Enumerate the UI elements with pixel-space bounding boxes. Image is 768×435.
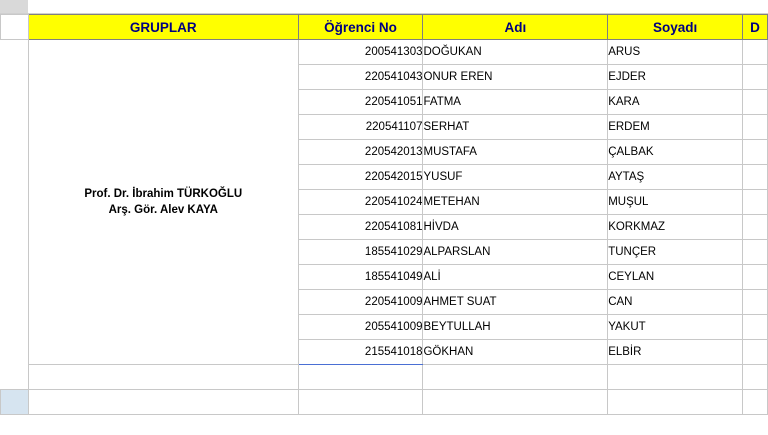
row-gutter-cell [1, 215, 29, 240]
empty-row[interactable] [1, 390, 768, 415]
cell-first-name[interactable]: SERHAT [423, 115, 608, 140]
row-gutter-cell [1, 390, 29, 415]
cell-student-number[interactable]: 215541018 [298, 340, 423, 365]
empty-cell[interactable] [608, 365, 743, 390]
cell-student-number[interactable]: 200541303 [298, 40, 423, 65]
cell-first-name[interactable]: MUSTAFA [423, 140, 608, 165]
column-header-soyad[interactable]: Soyadı [608, 15, 743, 40]
cell-student-number[interactable]: 220541009 [298, 290, 423, 315]
empty-cell[interactable] [423, 390, 608, 415]
column-header-ad[interactable]: Adı [423, 15, 608, 40]
cell-student-number[interactable]: 185541029 [298, 240, 423, 265]
empty-cell[interactable] [28, 390, 298, 415]
empty-cell[interactable] [742, 390, 767, 415]
empty-cell[interactable] [298, 365, 423, 390]
cell-first-name[interactable]: YUSUF [423, 165, 608, 190]
column-header-group[interactable]: GRUPLAR [28, 15, 298, 40]
row-gutter-cell [1, 90, 29, 115]
cell-first-name[interactable]: BEYTULLAH [423, 315, 608, 340]
cell-last-name[interactable]: EJDER [608, 65, 743, 90]
cell-student-number[interactable]: 220541051 [298, 90, 423, 115]
student-group-table [0, 14, 768, 415]
row-gutter-cell [1, 290, 29, 315]
row-gutter-cell [1, 365, 29, 390]
cell-first-name[interactable]: FATMA [423, 90, 608, 115]
cell-d-column[interactable] [742, 240, 767, 265]
corner-cell [0, 0, 28, 13]
cell-last-name[interactable]: TUNÇER [608, 240, 743, 265]
cell-student-number[interactable]: 220541024 [298, 190, 423, 215]
cell-d-column[interactable] [742, 315, 767, 340]
cell-last-name[interactable]: AYTAŞ [608, 165, 743, 190]
cell-last-name[interactable]: MUŞUL [608, 190, 743, 215]
row-gutter-cell [1, 40, 29, 65]
row-gutter-cell [1, 265, 29, 290]
cell-student-number[interactable]: 220541081 [298, 215, 423, 240]
cell-d-column[interactable] [742, 190, 767, 215]
cell-last-name[interactable]: CEYLAN [608, 265, 743, 290]
cell-d-column[interactable] [742, 90, 767, 115]
table-header-row [1, 15, 768, 40]
row-gutter-cell [1, 315, 29, 340]
cell-d-column[interactable] [742, 265, 767, 290]
cell-first-name[interactable]: AHMET SUAT [423, 290, 608, 315]
row-gutter-cell [1, 65, 29, 90]
cell-last-name[interactable]: KORKMAZ [608, 215, 743, 240]
empty-cell[interactable] [423, 365, 608, 390]
row-gutter-cell [1, 240, 29, 265]
cell-first-name[interactable]: ALİ [423, 265, 608, 290]
column-header-d[interactable]: D [742, 15, 767, 40]
cell-d-column[interactable] [742, 215, 767, 240]
empty-cell[interactable] [742, 365, 767, 390]
cell-first-name[interactable]: ALPARSLAN [423, 240, 608, 265]
row-gutter-cell [1, 140, 29, 165]
row-gutter-cell [1, 115, 29, 140]
cell-student-number[interactable]: 220542015 [298, 165, 423, 190]
cell-last-name[interactable]: ELBİR [608, 340, 743, 365]
cell-last-name[interactable]: YAKUT [608, 315, 743, 340]
cell-first-name[interactable]: DOĞUKAN [423, 40, 608, 65]
cell-d-column[interactable] [742, 165, 767, 190]
empty-row[interactable] [1, 365, 768, 390]
row-gutter-cell [1, 340, 29, 365]
cell-student-number[interactable]: 205541009 [298, 315, 423, 340]
cell-last-name[interactable]: KARA [608, 90, 743, 115]
cell-d-column[interactable] [742, 290, 767, 315]
empty-cell[interactable] [28, 365, 298, 390]
group-name-cell[interactable] [28, 40, 298, 365]
cell-first-name[interactable]: ONUR EREN [423, 65, 608, 90]
group-instructor-line-1: Prof. Dr. İbrahim TÜRKOĞLU [84, 188, 243, 200]
cell-first-name[interactable]: GÖKHAN [423, 340, 608, 365]
row-gutter-cell [1, 190, 29, 215]
cell-first-name[interactable]: HİVDA [423, 215, 608, 240]
table-row[interactable] [1, 40, 768, 65]
cell-d-column[interactable] [742, 65, 767, 90]
cell-d-column[interactable] [742, 115, 767, 140]
cell-last-name[interactable]: ÇALBAK [608, 140, 743, 165]
cell-d-column[interactable] [742, 340, 767, 365]
cell-student-number[interactable]: 220541107 [298, 115, 423, 140]
cell-d-column[interactable] [742, 140, 767, 165]
cell-student-number[interactable]: 220541043 [298, 65, 423, 90]
cell-first-name[interactable]: METEHAN [423, 190, 608, 215]
cell-last-name[interactable]: CAN [608, 290, 743, 315]
empty-cell[interactable] [608, 390, 743, 415]
top-row-strip [0, 0, 768, 14]
cell-last-name[interactable]: ERDEM [608, 115, 743, 140]
row-gutter-cell [1, 165, 29, 190]
cell-last-name[interactable]: ARUS [608, 40, 743, 65]
row-gutter-cell [1, 15, 29, 40]
group-instructor-line-2: Arş. Gör. Alev KAYA [108, 204, 218, 216]
empty-cell[interactable] [298, 390, 423, 415]
cell-d-column[interactable] [742, 40, 767, 65]
column-header-no[interactable]: Öğrenci No [298, 15, 423, 40]
cell-student-number[interactable]: 185541049 [298, 265, 423, 290]
cell-student-number[interactable]: 220542013 [298, 140, 423, 165]
